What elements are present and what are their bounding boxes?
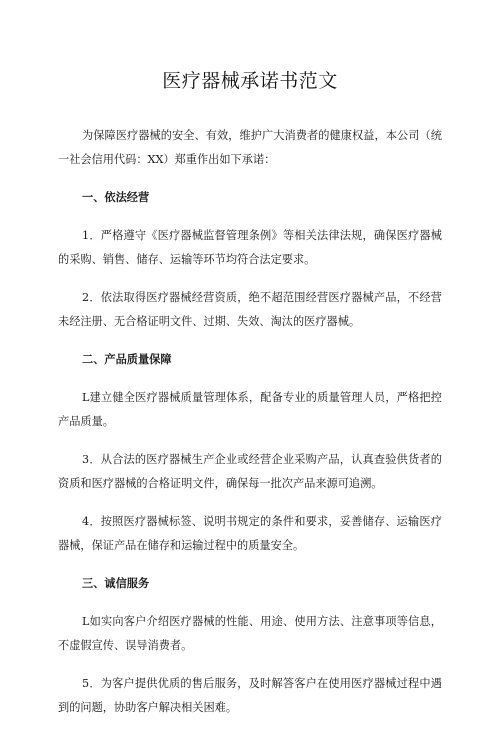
section-heading-1: 一、依法经营 (82, 191, 150, 204)
section-3-item-2: 5．为客户提供优质的售后服务，及时解答客户在使用医疗器械过程中遇到的问题，协助客户解决相关困难。 (58, 677, 442, 714)
section-1-item-2: 2．依法取得医疗器械经营资质，绝不超范围经营医疗器械产品，不经营未经注册、无合格证明文件、过期、失效、淘汰的医疗器械。 (58, 291, 442, 328)
section-2-item-1: L建立健全医疗器械质量管理体系，配备专业的质量管理人员，严格把控产品质量。 (58, 391, 442, 428)
section-1-item-1: 1．严格遵守《医疗器械监督管理条例》等相关法律法规，确保医疗器械的采购、销售、储存、运输等环节均符合法定要求。 (58, 229, 442, 266)
document-body (58, 124, 442, 734)
section-3-item-1: L如实向客户介绍医疗器械的性能、用途、使用方法、注意事项等信息，不虚假宣传、误导消费者。 (58, 615, 442, 652)
intro-paragraph: 为保障医疗器械的安全、有效，维护广大消费者的健康权益，本公司（统一社会信用代码：XX）郑重作出如下承诺： (58, 129, 442, 166)
section-heading-2: 二、产品质量保障 (82, 353, 172, 366)
section-heading-3: 三、诚信服务 (82, 577, 150, 590)
section-2-item-3: 4．按照医疗器械标签、说明书规定的条件和要求，妥善储存、运输医疗器械，保证产品在储存和运输过程中的质量安全。 (58, 515, 442, 552)
document-title: 医疗器械承诺书范文 (162, 70, 338, 92)
section-2-item-2: 3．从合法的医疗器械生产企业或经营企业采购产品，认真查验供货者的资质和医疗器械的合格证明文件，确保每一批次产品来源可追溯。 (58, 453, 442, 490)
